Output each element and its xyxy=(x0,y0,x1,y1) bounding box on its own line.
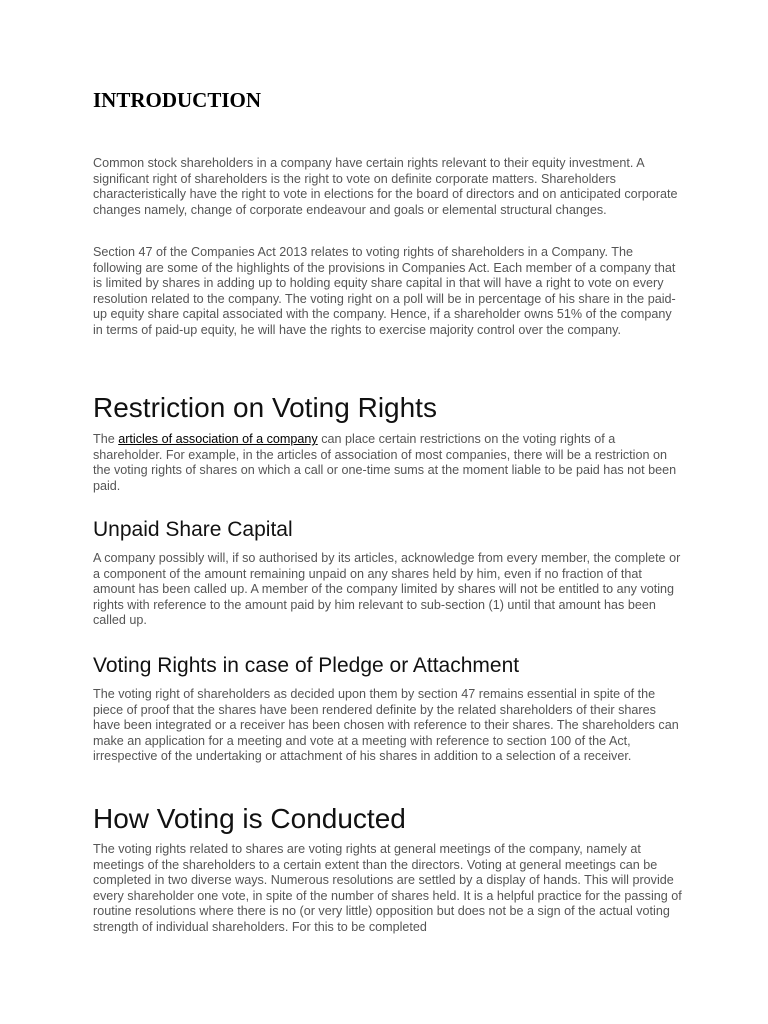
unpaid-share-capital-paragraph: A company possibly will, if so authorised by its articles, acknowledge from every member, the complete or a component of the amount remaining unpaid on any shares held by him, even if no fraction of that amount has been called up. A member of the company limited by shares will not be entitled to any voting rights with reference to the amount paid by him relevant to sub-section (1) until that amount has been called up. xyxy=(93,551,681,627)
intro-paragraph-1: Common stock shareholders in a company have certain rights relevant to their equity investment. A significant right of shareholders is the right to vote on definite corporate matters. Shareholders characteristically have the right to vote in elections for the board of directors and on anticipated corporate changes namely, change of corporate endeavour and goals or elemental structural changes. xyxy=(93,156,678,217)
restriction-paragraph xyxy=(93,432,683,494)
intro-paragraph-2: Section 47 of the Companies Act 2013 relates to voting rights of shareholders in a Company. The following are some of the highlights of the provisions in Companies Act. Each member of a company that is limited by shares in adding up to holding equity share capital in that will have a right to vote on every resolution related to the company. The voting right on a poll will be in percentage of his share in the paid-up equity share capital associated with the company. Hence, if a shareholder owns 51% of the company in terms of paid-up equity, he will have the rights to exercise majority control over the company. xyxy=(93,245,676,337)
introduction-title: INTRODUCTION xyxy=(93,88,262,112)
unpaid-share-capital-heading: Unpaid Share Capital xyxy=(93,518,293,541)
how-voting-conducted-paragraph: The voting rights related to shares are voting rights at general meetings of the company, namely at meetings of the shareholders to a certain extent than the directors. Voting at general meetings can be completed in two diverse ways. Numerous resolutions are settled by a display of hands. This will provide every shareholder one vote, in spite of the number of shares held. It is a helpful practice for the passing of routine resolutions where there is no (or very little) opposition but does not be a sign of the actual voting strength of individual shareholders. For this to be completed xyxy=(93,842,682,934)
restriction-text-after: can place certain restrictions on the voting rights of a shareholder. For example, in the articles of association of most companies, there will be a restriction on the voting rights of shares on which a call or one-time sums at the moment liable to be paid has not been paid. xyxy=(93,432,677,493)
restriction-heading: Restriction on Voting Rights xyxy=(93,392,437,423)
articles-of-association-link[interactable]: articles of association of a company xyxy=(118,432,318,446)
how-voting-conducted-heading: How Voting is Conducted xyxy=(93,803,406,834)
restriction-text-before: The xyxy=(93,432,119,446)
pledge-attachment-paragraph: The voting right of shareholders as decided upon them by section 47 remains essential in spite of the piece of proof that the shares have been rendered definite by the related shareholders of their shares have been integrated or a receiver has been chosen with reference to their shares. The shareholders can make an application for a meeting and vote at a meeting with reference to section 100 of the Act, irrespective of the undertaking or attachment of his shares in addition to a selection of a receiver. xyxy=(93,687,679,763)
pledge-attachment-heading: Voting Rights in case of Pledge or Attachment xyxy=(93,654,520,677)
